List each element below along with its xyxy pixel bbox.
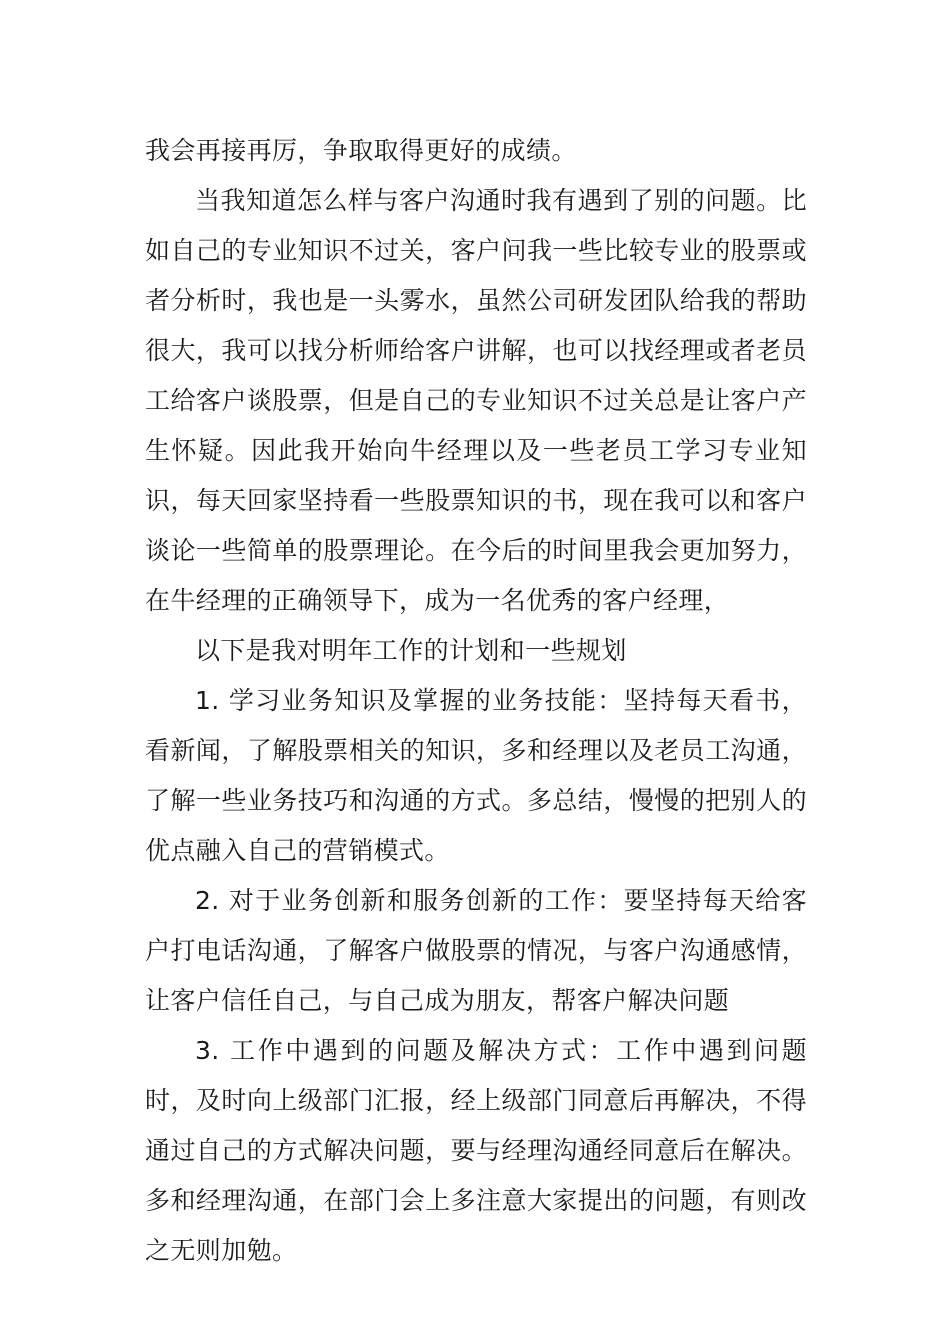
paragraph-3: 以下是我对明年工作的计划和一些规划 xyxy=(195,636,627,665)
paragraph-1: 我会再接再厉，争取取得更好的成绩。 xyxy=(145,136,577,165)
paragraph-5: 2. 对于业务创新和服务创新的工作：要坚持每天给客户打电话沟通，了解客户做股票的情况，与客户沟通感情，让客户信任自己，与自己成为朋友，帮客户解决问题 xyxy=(145,886,807,1015)
paragraph-2: 当我知道怎么样与客户沟通时我有遇到了别的问题。比如自己的专业知识不过关，客户问我一些比较专业的股票或者分析时，我也是一头雾水，虽然公司研发团队给我的帮助很大，我可以找分析师给客户讲解，也可以找经理或者老员工给客户谈股票，但是自己的专业知识不过关总是让客户产生怀疑。因此我开始向牛经理以及一些老员工学习专业知识，每天回家坚持看一些股票知识的书，现在我可以和客户谈论一些简单的股票理论。在今后的时间里我会更加努力，在牛经理的正确领导下，成为一名优秀的客户经理， xyxy=(145,186,807,615)
paragraph-6: 3. 工作中遇到的问题及解决方式：工作中遇到问题时，及时向上级部门汇报，经上级部门同意后再解决，不得通过自己的方式解决问题，要与经理沟通经同意后在解决。多和经理沟通，在部门会上多注意大家提出的问题，有则改之无则加勉。 xyxy=(145,1036,807,1265)
document-body xyxy=(145,126,807,1276)
paragraph-4: 1. 学习业务知识及掌握的业务技能：坚持每天看书，看新闻，了解股票相关的知识，多和经理以及老员工沟通，了解一些业务技巧和沟通的方式。多总结，慢慢的把别人的优点融入自己的营销模式。 xyxy=(145,686,807,865)
